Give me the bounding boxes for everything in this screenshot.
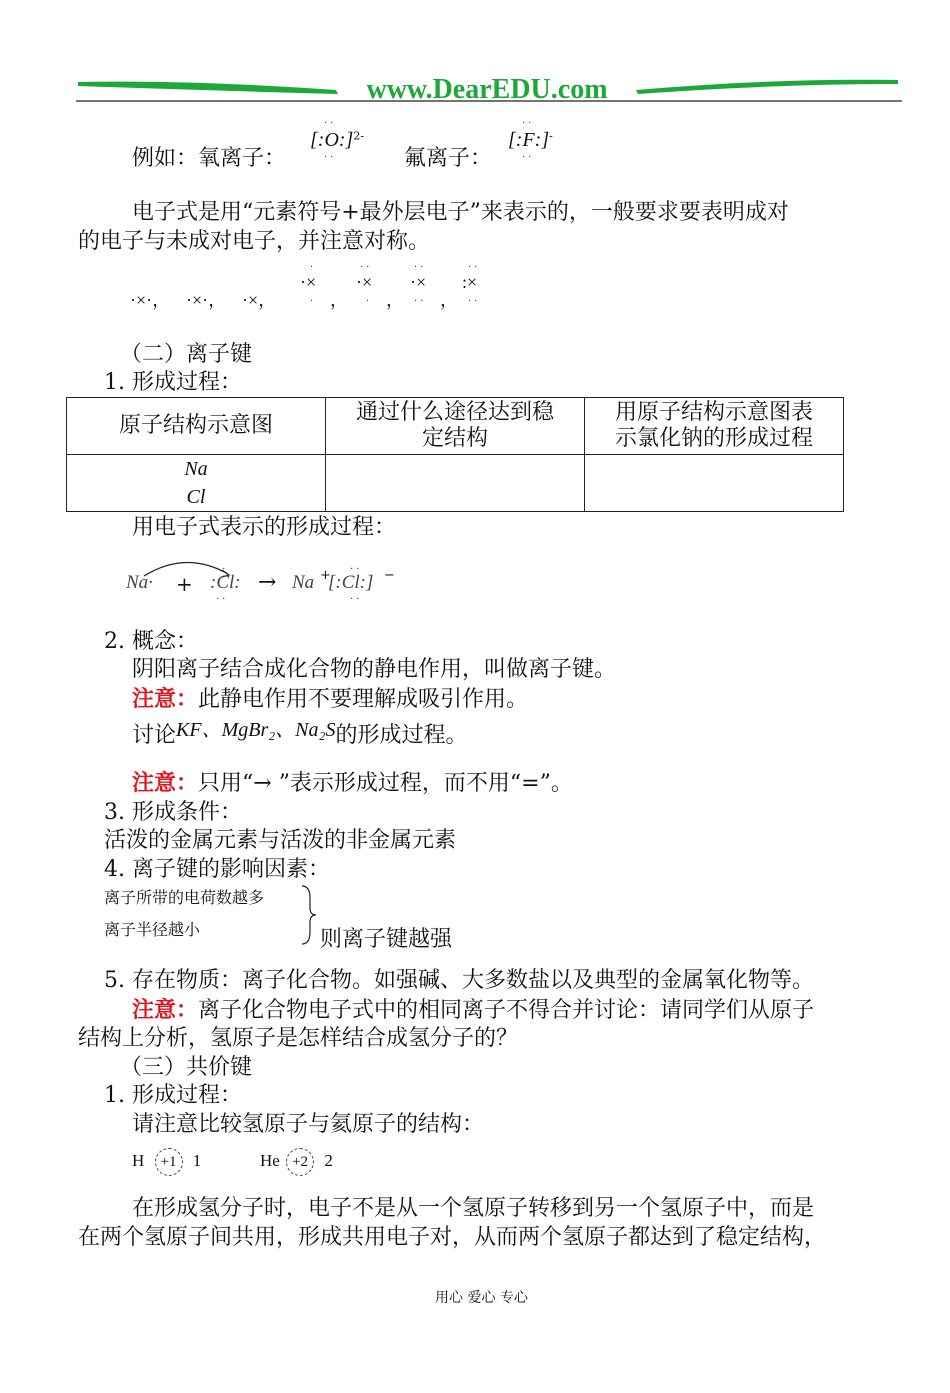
note1: 注意：此静电作用不要理解成吸引作用。 bbox=[132, 686, 529, 712]
factor-result: 则离子键越强 bbox=[320, 927, 453, 952]
section3-para-line1: 在形成氢分子时，电子不是从一个氢原子转移到另一个氢原子中，而是 bbox=[132, 1196, 815, 1221]
he-core: +2 bbox=[286, 1148, 314, 1176]
note3-line1: 注意：离子化合物电子式中的相同离子不得合并讨论：请同学们从原子 bbox=[132, 997, 815, 1023]
dot-item-1: ·×·， bbox=[130, 290, 171, 310]
table-header-1: 原子结构示意图 bbox=[67, 398, 326, 455]
header-banner bbox=[76, 70, 902, 106]
section3-heading: （三）共价键 bbox=[120, 1055, 253, 1080]
table-cell-empty-1 bbox=[326, 455, 585, 512]
eq-plus: + bbox=[176, 572, 193, 596]
eq-product-na-charge: + bbox=[320, 568, 331, 583]
condition-text: 活泼的金属元素与活泼的非金属元素 bbox=[104, 828, 457, 853]
dot-item-2: ·×·， bbox=[186, 290, 227, 310]
eq-cl: :Cl: bbox=[210, 572, 241, 593]
section2-item4: 4. 离子键的影响因素： bbox=[104, 857, 330, 882]
note-label: 注意： bbox=[132, 686, 199, 712]
example-prefix: 例如：氧离子： bbox=[132, 146, 287, 171]
section2-heading: （二）离子键 bbox=[120, 342, 253, 367]
oxygen-ion-formula: ·· [:O:]$^{2-}$ ·· bbox=[310, 118, 365, 163]
dot-item-7: :× bbox=[462, 272, 478, 292]
fluoride-label: 氟离子： bbox=[404, 146, 493, 171]
structure-table bbox=[66, 397, 844, 512]
dot-sep-3: ， bbox=[440, 290, 458, 310]
table-cell-elements: Na Cl bbox=[67, 455, 326, 512]
dot-sep-2: ， bbox=[386, 290, 404, 310]
fluoride-ion-formula: ·· [:F:]- ·· bbox=[508, 118, 553, 163]
dot-item-4: ·× bbox=[300, 272, 317, 292]
site-title: www.DearEDU.com bbox=[366, 74, 608, 105]
discuss-formula: KF、MgBr₂、Na₂S bbox=[176, 719, 336, 741]
ionic-equation: Na· + ·· :Cl: ·· → Na + ·· [:Cl:] ·· − bbox=[126, 556, 426, 612]
eq-arrow: → bbox=[258, 570, 277, 595]
eq-na: Na· bbox=[126, 572, 153, 593]
eq-product-cl: [:Cl:] bbox=[328, 572, 374, 593]
note2: 注意：只用“→ ”表示形成过程，而不用“=”。 bbox=[132, 770, 573, 796]
concept-text: 阴阳离子结合成化合物的静电作用，叫做离子键。 bbox=[132, 657, 617, 682]
footer-text: 用心 爱心 专心 bbox=[435, 1290, 528, 1306]
factor1: 离子所带的电荷数越多 bbox=[104, 888, 265, 907]
section3-para-line2: 在两个氢原子间共用，形成共用电子对，从而两个氢原子都达到了稳定结构， bbox=[78, 1225, 827, 1250]
h-shell: 1 bbox=[192, 1151, 202, 1170]
eq-product-na: Na bbox=[292, 572, 315, 593]
section3-item1: 1. 形成过程： bbox=[104, 1083, 242, 1108]
dot-sep-1: ， bbox=[330, 290, 348, 310]
h-label: H bbox=[132, 1151, 145, 1170]
note3-line2: 结构上分析，氢原子是怎样结合成氢分子的？ bbox=[78, 1026, 519, 1051]
table-header-2: 通过什么途径达到稳 定结构 bbox=[326, 398, 585, 455]
compare-text: 请注意比较氢原子与氦原子的结构： bbox=[132, 1112, 485, 1137]
brace-icon bbox=[298, 884, 318, 946]
dot-item-5: ·× bbox=[356, 272, 373, 292]
dot-item-3: ·×， bbox=[242, 290, 277, 310]
factor2: 离子半径越小 bbox=[104, 920, 201, 939]
discuss-line bbox=[132, 719, 468, 750]
oxygen-ion: [:O:] bbox=[310, 129, 354, 151]
h-core: +1 bbox=[155, 1148, 183, 1176]
para1-line1: 电子式是用“元素符号+最外层电子”来表示的，一般要求要表明成对 bbox=[132, 200, 789, 225]
dot-item-6: ·× bbox=[410, 272, 427, 292]
section2-item5: 5. 存在物质：离子化合物。如强碱、大多数盐以及典型的金属氧化物等。 bbox=[104, 968, 814, 993]
fluoride-charge: - bbox=[549, 129, 553, 143]
fluoride-ion: [:F:] bbox=[508, 129, 550, 151]
discuss-suffix: 的形成过程。 bbox=[335, 723, 468, 748]
oxygen-charge: 2- bbox=[353, 129, 365, 143]
formation-text: 用电子式表示的形成过程： bbox=[132, 515, 397, 540]
table-header-3: 用原子结构示意图表 示氯化钠的形成过程 bbox=[585, 398, 844, 455]
section2-item3: 3. 形成条件： bbox=[104, 800, 242, 825]
discuss-prefix: 讨论 bbox=[132, 723, 177, 748]
table-cell-empty-2 bbox=[585, 455, 844, 512]
helium-structure bbox=[260, 1148, 333, 1176]
para1-line2: 的电子与未成对电子，并注意对称。 bbox=[78, 229, 431, 254]
he-label: He bbox=[260, 1151, 280, 1170]
section2-item2: 2. 概念： bbox=[104, 629, 198, 654]
section2-item1: 1. 形成过程： bbox=[104, 370, 242, 395]
hydrogen-structure bbox=[132, 1148, 201, 1176]
eq-product-cl-charge: − bbox=[384, 568, 395, 583]
he-shell: 2 bbox=[324, 1151, 333, 1170]
